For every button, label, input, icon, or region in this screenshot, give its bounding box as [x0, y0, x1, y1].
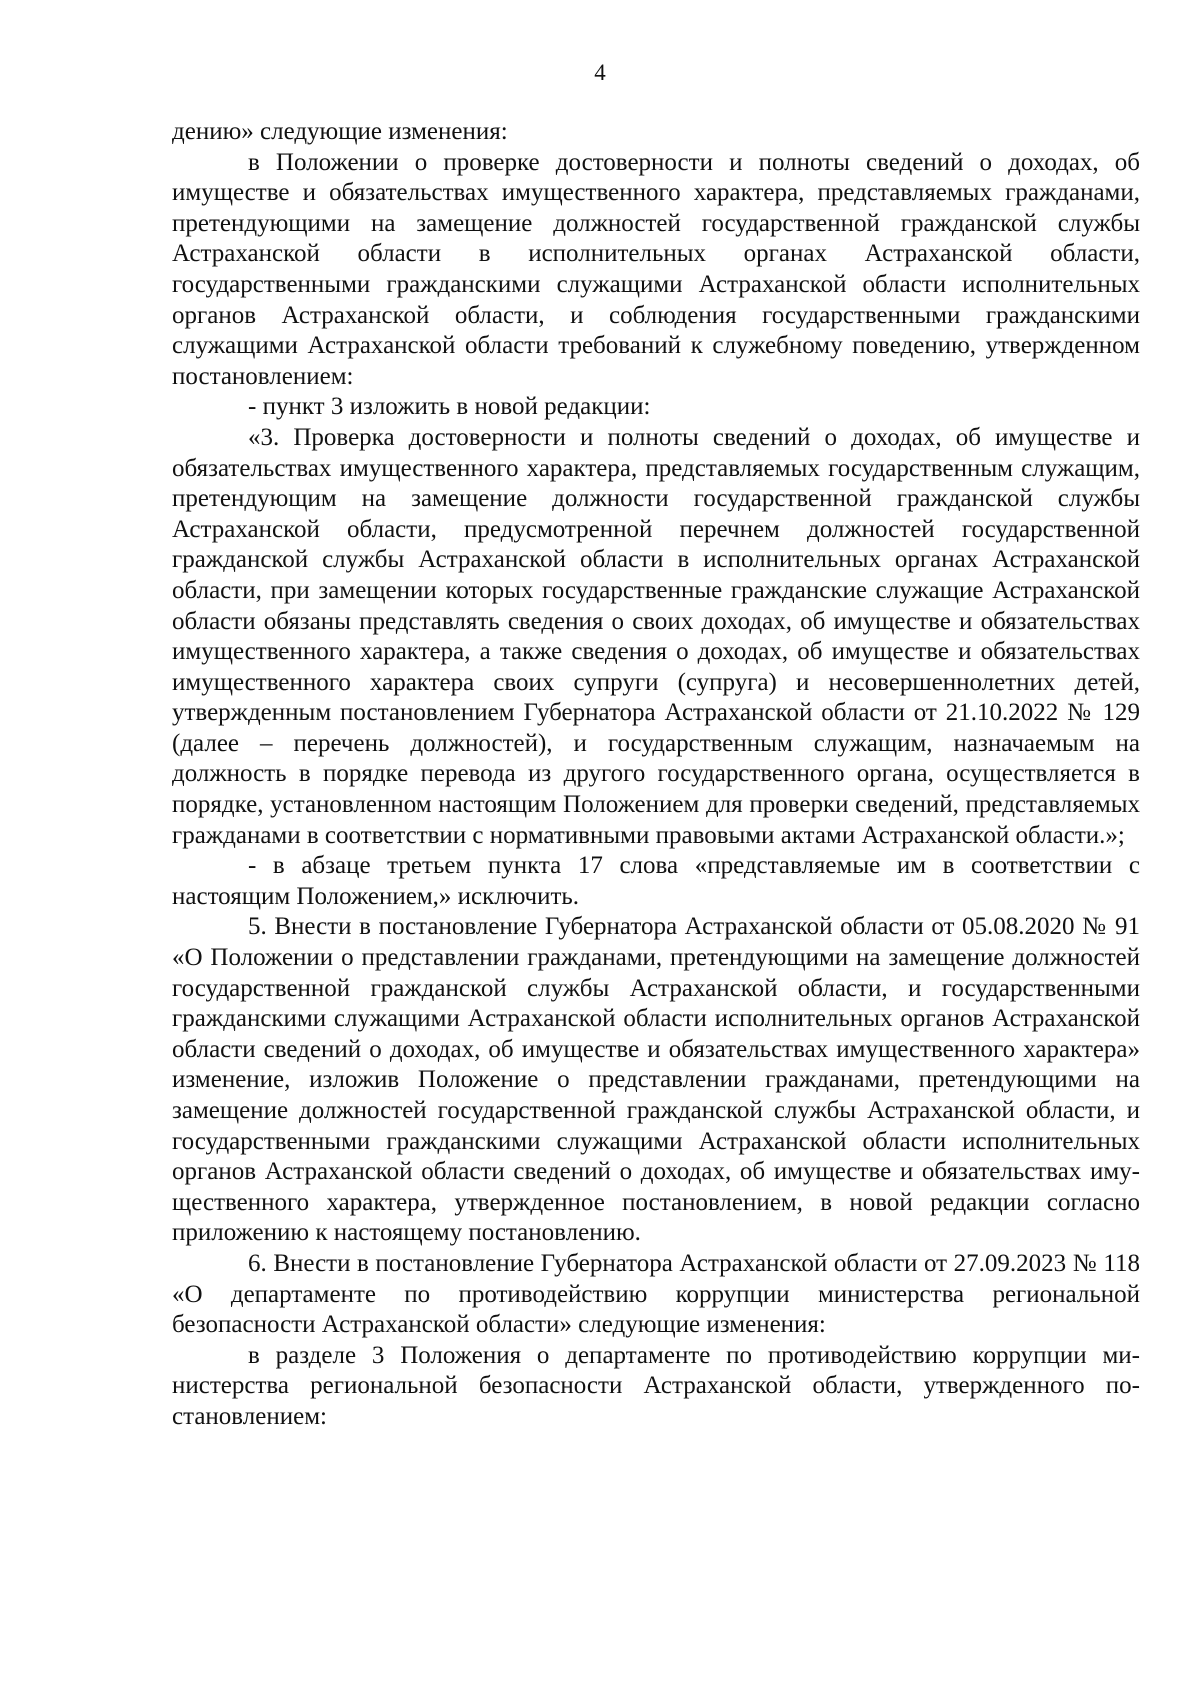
paragraph-section-3: в разделе 3 Положения о департаменте по противодействию коррупции министерства региональной безопасности Астраханской области, утвержденного постановлением:: [172, 1341, 1140, 1430]
paragraph-clause-3-text: «3. Проверка достоверности и полноты сведений о доходах, об имуществе и обязательствах имущественного характера, представляемых государственным служащим, претендующим на замещение должности государственной гражданской службы Астраханской области, предусмотренной перечнем должностей государственной гражданской службы Астраханской области в исполнительных органах Астраханской области, при замещении которых государственные гражданские служащие Астраханской области обязаны представлять сведения о своих доходах, об имуществе и обязательствах имущественного характера, а также сведения о доходах, об имуществе и обязательствах имущественного характера своих супруги (супруга) и несовершеннолетних детей, утвержденным постановлением Губернатора Астраханской области от 21.10.2022 № 129 (далее – перечень должностей), и государственным служащим, назначаемым на должность в порядке перевода из другого государственного органа, осуществляется в порядке, установленном настоящим Положением для проверки сведений, представляемых гражданами в соответствии с нормативными правовыми актами Астраханской области.»;: [172, 423, 1140, 849]
paragraph-regulation-amendment: в Положении о проверке достоверности и полноты сведений о доходах, об имуществе и обязательствах имущественного характера, представляемых гражданами, претендующими на замещение должностей государственной гражданской службы Астраханской области в исполнительных органах Астраханской области, государственными гражданскими служащими Астраханской области исполнительных органов Астраханской области, и соблюдения государственными гражданскими служащими Астраханской области требований к служебному поведению, утвержденном постановлением:: [172, 148, 1140, 390]
paragraph-clause-17: - в абзаце третьем пункта 17 слова «представляемые им в соответствии с настоящим Положением,» исключить.: [172, 852, 1140, 910]
page-number: 4: [594, 60, 606, 85]
paragraph-clause-3-new-edition: - пункт 3 изложить в новой редакции:: [248, 393, 651, 421]
document-body: [172, 117, 1140, 1433]
paragraph-item-5: 5. Внести в постановление Губернатора Астраханской области от 05.08.2020 № 91 «О Положении о представлении гражданами, претендующими на замещение должностей государственной гражданской службы Астраханской области, и государственными гражданскими служащими Астраханской области исполнительных органов Астраханской области сведений о доходах, об имуществе и обязательствах имущественного характера» изменение, изложив Положение о представлении гражданами, претендующими на замещение должностей государственной гражданской службы Астраханской области, и государственными гражданскими служащими Астраханской области исполнительных органов Астраханской области сведений о доходах, об имуществе и обязательствах имущественного характера, утвержденное постановлением, в новой редакции согласно приложению к настоящему постановлению.: [172, 913, 1140, 1247]
paragraph-continuation: дению» следующие изменения:: [172, 118, 508, 145]
paragraph-item-6: 6. Внести в постановление Губернатора Астраханской области от 27.09.2023 № 118 «О департаменте по противодействию коррупции министерства региональной безопасности Астраханской области» следующие изменения:: [172, 1249, 1140, 1339]
